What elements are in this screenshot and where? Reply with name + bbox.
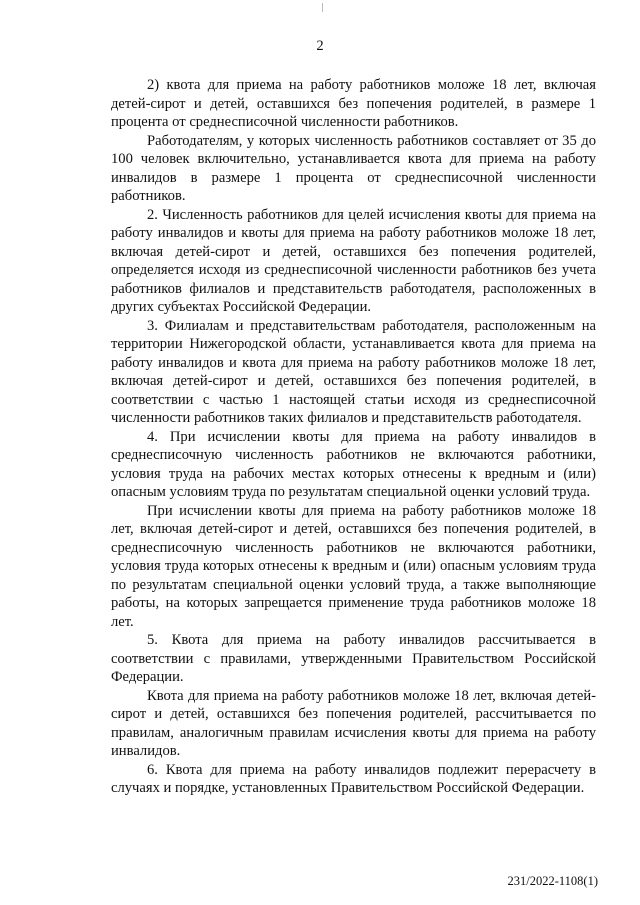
paragraph: 2. Численность работников для целей исчисления квоты для приема на работу инвалидов и квоты для приема на работу работников моложе 18 лет, включая детей-сирот и детей, оставшихся без попечения родителей, определяется исходя из среднесписочной численности работников без учета работников филиалов и представительств работодателя, расположенных в других субъектах Российской Федерации.	[111, 206, 596, 315]
paragraph: 3. Филиалам и представительствам работодателя, расположенным на территории Нижегородской области, устанавливается квота для приема на работу инвалидов и квота для приема на работу работников моложе 18 лет, включая детей-сирот и детей, оставшихся без попечения родителей, в соответствии с частью 1 настоящей статьи исходя из среднесписочной численности работников таких филиалов и представительств работодателя.	[111, 317, 596, 426]
paragraph: 2) квота для приема на работу работников моложе 18 лет, включая детей-сирот и детей, оставшихся без попечения родителей, в размере 1 процента от среднесписочной численности работников.	[111, 77, 596, 130]
paragraph: Квота для приема на работу работников моложе 18 лет, включая детей-сирот и детей, оставшихся без попечения родителей, рассчитывается по правилам, аналогичным правилам исчисления квоты для приема на работу инвалидов.	[111, 687, 596, 759]
scan-mark	[322, 3, 323, 12]
paragraph: Работодателям, у которых численность работников составляет от 35 до 100 человек включительно, устанавливается квота для приема на работу инвалидов в размере 1 процента от среднесписочной численности работников.	[111, 132, 596, 204]
page-number: 2	[316, 38, 324, 54]
document-body	[111, 76, 596, 798]
paragraph: При исчислении квоты для приема на работу работников моложе 18 лет, включая детей-сирот и детей, оставшихся без попечения родителей, в среднесписочную численность работников не включаются работники, условия труда которых отнесены к вредным и (или) опасным условиям труда по результатам специальной оценки условий труда, а также выполняющие работы, на которых запрещается применение труда работников моложе 18 лет.	[111, 502, 596, 630]
paragraph: 6. Квота для приема на работу инвалидов подлежит перерасчету в случаях и порядке, установленных Правительством Российской Федерации.	[111, 761, 596, 796]
document-code: 231/2022-1108(1)	[507, 874, 598, 888]
paragraph: 4. При исчислении квоты для приема на работу инвалидов в среднесписочную численность работников не включаются работники, условия труда на рабочих местах которых отнесены к вредным и (или) опасным условиям труда по результатам специальной оценки условий труда.	[111, 428, 596, 500]
paragraph: 5. Квота для приема на работу инвалидов рассчитывается в соответствии с правилами, утвержденными Правительством Российской Федерации.	[111, 632, 596, 685]
